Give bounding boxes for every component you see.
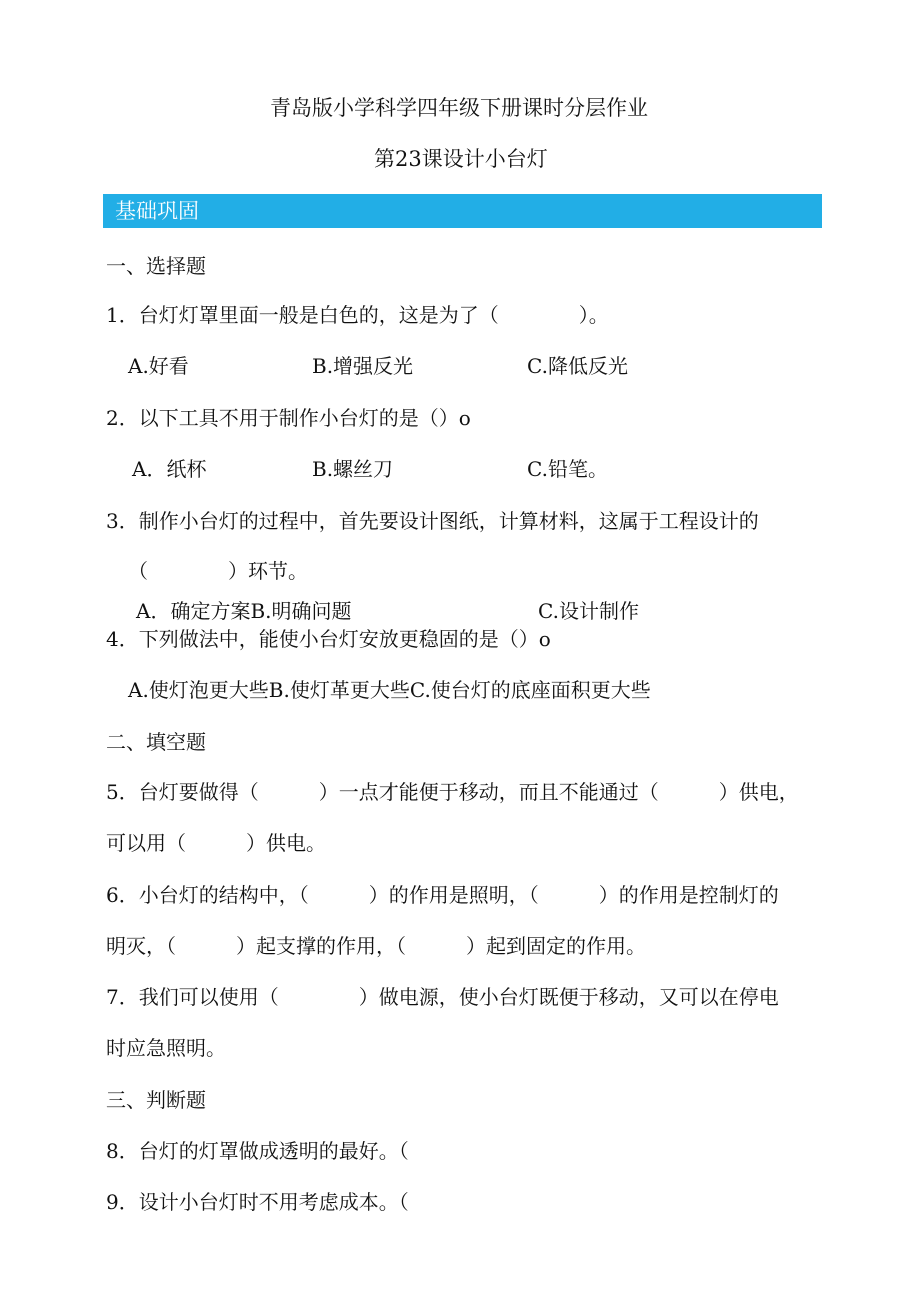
question-7-line-1: 7．我们可以使用（ ）做电源，使小台灯既便于移动，又可以在停电: [106, 985, 779, 1009]
question-6-line-1: 6．小台灯的结构中，（ ）的作用是照明，（ ）的作用是控制灯的: [106, 883, 779, 907]
question-6-line-2: 明灭，（ ）起支撑的作用，（ ）起到固定的作用。: [106, 934, 646, 958]
question-4-options: A.使灯泡更大些B.使灯革更大些C.使台灯的底座面积更大些: [128, 678, 651, 702]
question-3-options-ab: A．确定方案B.明确问题: [136, 599, 352, 623]
question-2-option-b: B.螺丝刀: [312, 457, 394, 481]
question-9-stem: 9．设计小台灯时不用考虑成本。（: [106, 1190, 409, 1214]
question-5-line-2: 可以用（ ）供电。: [106, 831, 326, 855]
question-3-line-2: （ ）环节。: [128, 559, 308, 583]
section-banner: [103, 194, 822, 228]
banner-label: 基础巩固: [115, 199, 199, 223]
question-1-option-c: C.降低反光: [527, 354, 628, 378]
question-2-stem: 2．以下工具不用于制作小台灯的是（）o: [106, 406, 471, 430]
question-1-stem: 1．台灯灯罩里面一般是白色的，这是为了（ ）。: [106, 303, 609, 327]
question-3-option-c: C.设计制作: [538, 599, 639, 623]
section-heading-fill: 二、填空题: [106, 730, 206, 754]
question-8-stem: 8．台灯的灯罩做成透明的最好。（: [106, 1139, 409, 1163]
question-1-option-b: B.增强反光: [312, 354, 414, 378]
question-1-option-a: A.好看: [128, 354, 189, 378]
question-3-line-1: 3．制作小台灯的过程中，首先要设计图纸，计算材料，这属于工程设计的: [106, 509, 759, 533]
question-7-line-2: 时应急照明。: [106, 1036, 226, 1060]
page-title: 青岛版小学科学四年级下册课时分层作业: [270, 96, 648, 120]
section-heading-choice: 一、选择题: [106, 254, 206, 278]
question-4-stem: 4．下列做法中，能使小台灯安放更稳固的是（）o: [106, 627, 551, 651]
question-2-option-c: C.铅笔。: [527, 457, 608, 481]
section-heading-judge: 三、判断题: [106, 1088, 206, 1112]
question-2-option-a: A．纸杯: [132, 457, 207, 481]
question-5-line-1: 5．台灯要做得（ ）一点才能便于移动，而且不能通过（ ）供电，: [106, 780, 799, 804]
lesson-subtitle: 第23课设计小台灯: [374, 147, 548, 171]
